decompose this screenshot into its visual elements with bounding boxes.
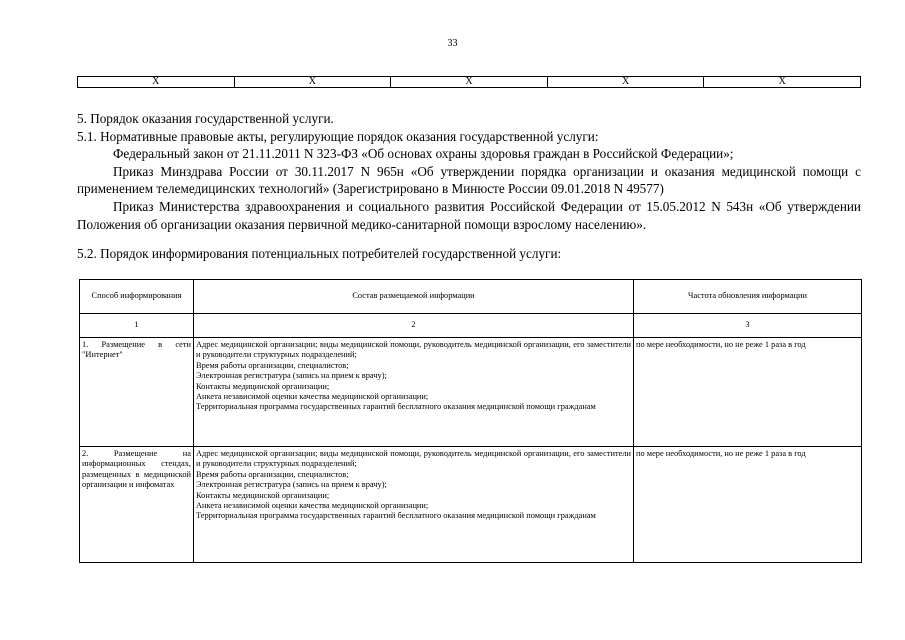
column-header: Способ информирования [80, 280, 194, 314]
table-header-row [80, 280, 862, 314]
continuation-table [77, 76, 861, 88]
column-number: 1 [80, 314, 194, 338]
table-cell: X [234, 77, 391, 88]
table-cell: X [704, 77, 861, 88]
table-row [78, 77, 861, 88]
content-line: Время работы организации, специалистов; [196, 360, 349, 370]
content-line: Контакты медицинской организации; [196, 490, 330, 500]
content-line: Анкета независимой оценки качества медицинской организации; [196, 392, 429, 402]
section-heading: 5. Порядок оказания государственной услуги. [77, 111, 334, 126]
column-header: Состав размещаемой информации [194, 280, 634, 314]
page-number: 33 [447, 38, 458, 49]
content-line: Территориальная программа государственных гарантий бесплатного оказания медицинской помощи гражданам [196, 511, 596, 521]
subsection-heading: 5.1. Нормативные правовые акты, регулирующие порядок оказания государственной услуги: [77, 128, 599, 144]
column-number: 2 [194, 314, 634, 338]
content-line: Время работы организации, специалистов; [196, 469, 349, 479]
content-line: Анкета независимой оценки качества медицинской организации; [196, 501, 429, 511]
content-cell [194, 447, 634, 563]
legal-act: Федеральный закон от 21.11.2011 N 323-ФЗ «Об основах охраны здоровья граждан в Российской Федерации»; [113, 146, 734, 162]
legal-act: Приказ Минздрава России от 30.11.2017 N 965н «Об утверждении порядка организации и оказания медицинской помощи с применением телемедицинских технологий» (Зарегистрировано в Минюсте России 09.01.2018 N 49577) [77, 163, 861, 197]
table-cell: X [391, 77, 548, 88]
content-line: Электронная регистратура (запись на прием к врачу); [196, 371, 387, 381]
method-cell: 1. Размещение в сети "Интернет" [80, 338, 194, 447]
method-cell: 2. Размещение на информационных стендах, размещенных в медицинской организации и инфоматах [80, 447, 194, 563]
subsection-heading-5-2: 5.2. Порядок информирования потенциальных потребителей государственной услуги: [77, 246, 562, 261]
column-number: 3 [634, 314, 862, 338]
content-line: Адрес медицинской организации; виды медицинской помощи, руководитель медицинской организации, его заместители и руководители структурных подразделений; [196, 340, 631, 360]
frequency-cell: по мере необходимости, но не реже 1 раза в год [634, 338, 862, 447]
content-line: Территориальная программа государственных гарантий бесплатного оказания медицинской помощи гражданам [196, 402, 596, 412]
frequency-cell: по мере необходимости, но не реже 1 раза в год [634, 447, 862, 563]
content-line: Адрес медицинской организации; виды медицинской помощи, руководитель медицинской организации, его заместители и руководители структурных подразделений; [196, 449, 631, 469]
section-5 [77, 110, 861, 233]
column-number-row [80, 314, 862, 338]
information-table [79, 279, 862, 563]
table-cell: X [547, 77, 704, 88]
column-header: Частота обновления информации [634, 280, 862, 314]
content-line: Электронная регистратура (запись на прием к врачу); [196, 480, 387, 490]
table-row [80, 338, 862, 447]
table-row [80, 447, 862, 563]
content-line: Контакты медицинской организации; [196, 381, 330, 391]
table-cell: X [78, 77, 235, 88]
content-cell [194, 338, 634, 447]
legal-act: Приказ Министерства здравоохранения и социального развития Российской Федерации от 15.05.2012 N 543н «Об утверждении Положения об организации оказания первичной медико-санитарной помощи взрослому населению». [77, 198, 861, 232]
